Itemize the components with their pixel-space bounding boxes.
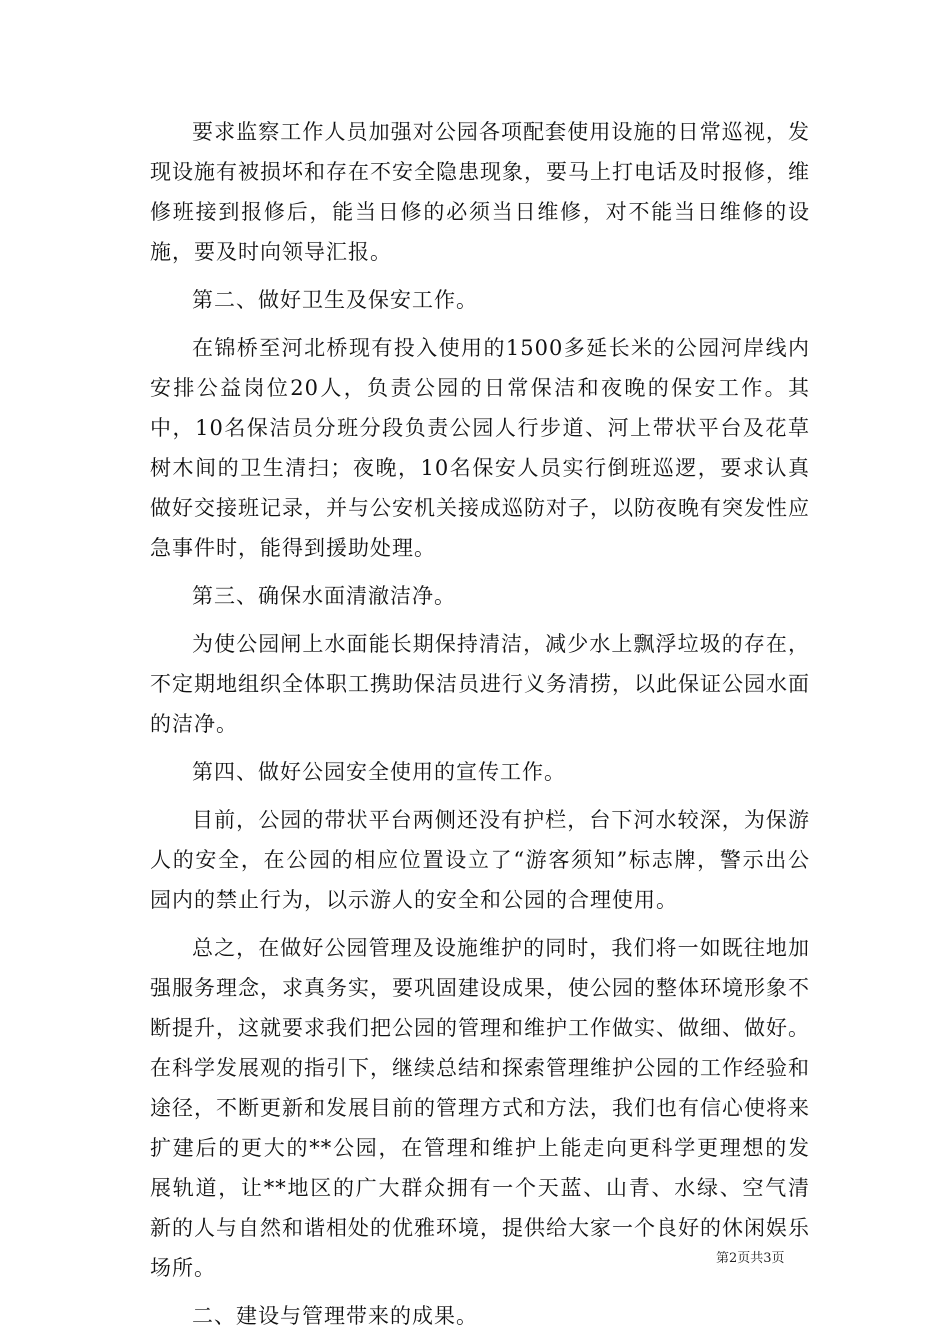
section-heading-safety-publicity: 第四、做好公园安全使用的宣传工作。 (192, 760, 566, 784)
section-heading-water-surface: 第三、确保水面清澈洁净。 (192, 584, 456, 608)
paragraph-facility-inspection: 要求监察工作人员加强对公园各项配套使用设施的日常巡视，发现设施有被损坏和存在不安全隐患现象，要马上打电话及时报修，维修班接到报修后，能当日修的必须当日维修，对不能当日维修的设施，要及时向领导汇报。 (150, 120, 810, 264)
section-heading-results: 二、建设与管理带来的成果。 (192, 1304, 478, 1328)
paragraph-safety-publicity: 目前，公园的带状平台两侧还没有护栏，台下河水较深，为保游人的安全，在公园的相应位置设立了“游客须知”标志牌，警示出公园内的禁止行为，以示游人的安全和公园的合理使用。 (150, 808, 810, 912)
document-body (150, 112, 810, 1344)
paragraph-sanitation-security: 在锦桥至河北桥现有投入使用的1500多延长米的公园河岸线内安排公益岗位20人，负责公园的日常保洁和夜晚的保安工作。其中，10名保洁员分班分段负责公园人行步道、河上带状平台及花草树木间的卫生清扫；夜晚，10名保安人员实行倒班巡逻，要求认真做好交接班记录，并与公安机关接成巡防对子，以防夜晚有突发性应急事件时，能得到援助处理。 (150, 336, 810, 560)
page-number-footer: 第2页共3页 (716, 1251, 785, 1266)
paragraph-summary: 总之，在做好公园管理及设施维护的同时，我们将一如既往地加强服务理念，求真务实，要巩固建设成果，使公园的整体环境形象不断提升，这就要求我们把公园的管理和维护工作做实、做细、做好。在科学发展观的指引下，继续总结和探索管理维护公园的工作经验和途径，不断更新和发展目前的管理方式和方法，我们也有信心使将来扩建后的更大的**公园，在管理和维护上能走向更科学更理想的发展轨道，让**地区的广大群众拥有一个天蓝、山青、水绿、空气清新的人与自然和谐相处的优雅环境，提供给大家一个良好的休闲娱乐场所。 (150, 936, 810, 1280)
paragraph-water-surface: 为使公园闸上水面能长期保持清洁，减少水上飘浮垃圾的存在，不定期地组织全体职工携助保洁员进行义务清捞，以此保证公园水面的洁净。 (150, 632, 810, 736)
section-heading-sanitation-security: 第二、做好卫生及保安工作。 (192, 288, 478, 312)
